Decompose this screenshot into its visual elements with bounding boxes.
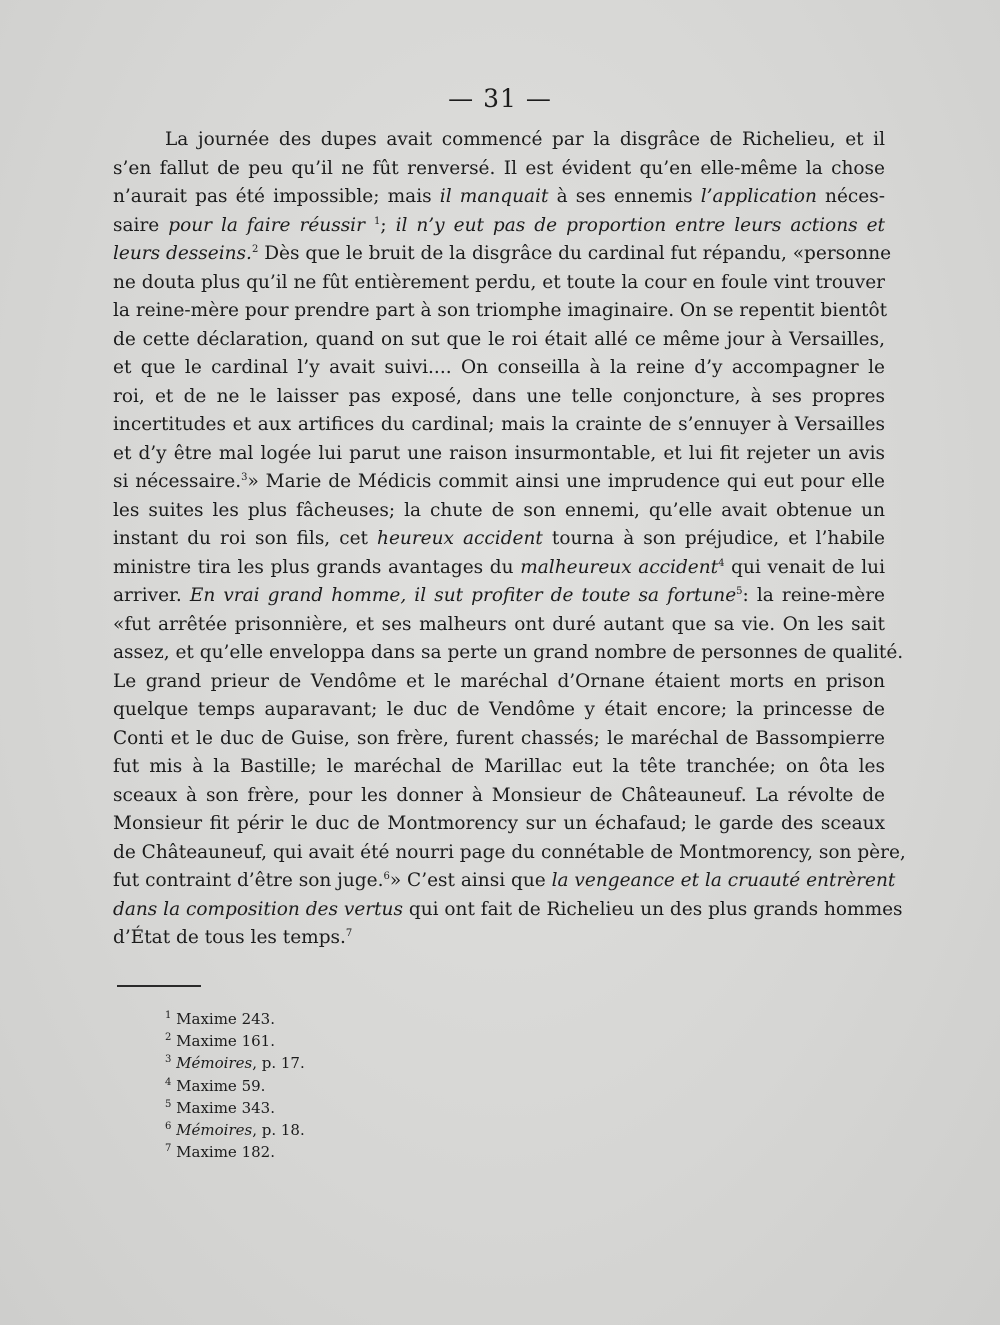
footnote: $^2$ Maxime 161. — [165, 1032, 275, 1051]
footnote: $^7$ Maxime 182. — [165, 1143, 275, 1162]
text-line: assez, et qu’elle enveloppa dans sa perte un grand nombre de personnes de qualité. — [113, 642, 904, 663]
text-line: si nécessaire.$^3$» Marie de Médicis commit ainsi une imprudence qui eut pour elle — [113, 471, 885, 492]
footnote: $^1$ Maxime 243. — [165, 1010, 275, 1028]
text-line: quelque temps auparavant; le duc de Vendôme y était encore; la princesse de — [113, 699, 885, 720]
footnote: $^3$ Mémoires, p. 17. — [165, 1054, 305, 1073]
text-line: les suites les plus fâcheuses; la chute de son ennemi, qu’elle avait obtenue un — [113, 499, 885, 521]
footnotes — [165, 1008, 305, 1163]
text-line: arriver. En vrai grand homme, il sut profiter de toute sa fortune$^5$: la reine-mère — [113, 585, 886, 606]
text-line: instant du roi son fils, cet heureux accident tourna à son préjudice, et l’habile — [113, 528, 885, 549]
text-line: roi, et de ne le laisser pas exposé, dans une telle conjoncture, à ses propres — [113, 385, 885, 407]
text-line: Le grand prieur de Vendôme et le maréchal d’Ornane étaient morts en prison — [113, 670, 885, 692]
text-line: sceaux à son frère, pour les donner à Monsieur de Châteauneuf. La révolte de — [113, 784, 885, 806]
text-line: La journée des dupes avait commencé par la disgrâce de Richelieu, et il — [165, 129, 885, 150]
text-line: s’en fallut de peu qu’il ne fût renversé. Il est évident qu’en elle-même la chose — [113, 157, 885, 179]
text-line: de Châteauneuf, qui avait été nourri page du connétable de Montmorency, son père, — [113, 841, 906, 863]
text-line: ne douta plus qu’il ne fût entièrement perdu, et toute la cour en foule vint trouver — [113, 271, 885, 293]
body-paragraph — [113, 126, 906, 953]
text-line: de cette déclaration, quand on sut que le roi était allé ce même jour à Versailles, — [113, 328, 885, 350]
text-line: saire pour la faire réussir $^1$; il n’y eut pas de proportion entre leurs actions et — [113, 214, 885, 236]
footnote: $^6$ Mémoires, p. 18. — [165, 1120, 305, 1139]
text-line: la reine-mère pour prendre part à son triomphe imaginaire. On se repentit bientôt — [113, 300, 888, 321]
text-line: et d’y être mal logée lui parut une raison insurmontable, et lui fit rejeter un avis — [113, 442, 885, 464]
text-line: Monsieur fit périr le duc de Montmorency sur un échafaud; le garde des sceaux — [113, 813, 885, 834]
page-number: — 31 — — [448, 84, 552, 113]
text-line: n’aurait pas été impossible; mais il manquait à ses ennemis l’application néces- — [113, 186, 885, 207]
footnote: $^4$ Maxime 59. — [165, 1076, 266, 1095]
text-line: fut contraint d’être son juge.$^6$» C’est ainsi que la vengeance et la cruauté entrèrent — [113, 870, 896, 891]
footnote-separator — [117, 985, 201, 987]
text-line: et que le cardinal l’y avait suivi.... On conseilla à la reine d’y accompagner le — [113, 357, 885, 378]
text-line: ministre tira les plus grands avantages du malheureux accident$^4$ qui venait de lui — [113, 556, 885, 578]
text-line: dans la composition des vertus qui ont fait de Richelieu un des plus grands hommes — [113, 898, 903, 920]
text-line: leurs desseins.$^2$ Dès que le bruit de la disgrâce du cardinal fut répandu, «personne — [113, 243, 892, 264]
text-line: d’État de tous les temps.$^7$ — [113, 927, 353, 948]
text-line: incertitudes et aux artifices du cardinal; mais la crainte de s’ennuyer à Versailles — [113, 414, 885, 435]
text-line: fut mis à la Bastille; le maréchal de Marillac eut la tête tranchée; on ôta les — [113, 756, 885, 777]
footnote: $^5$ Maxime 343. — [165, 1098, 275, 1117]
text-line: «fut arrêtée prisonnière, et ses malheurs ont duré autant que sa vie. On les sait — [113, 613, 885, 635]
text-line: Conti et le duc de Guise, son frère, furent chassés; le maréchal de Bassompierre — [113, 727, 885, 749]
